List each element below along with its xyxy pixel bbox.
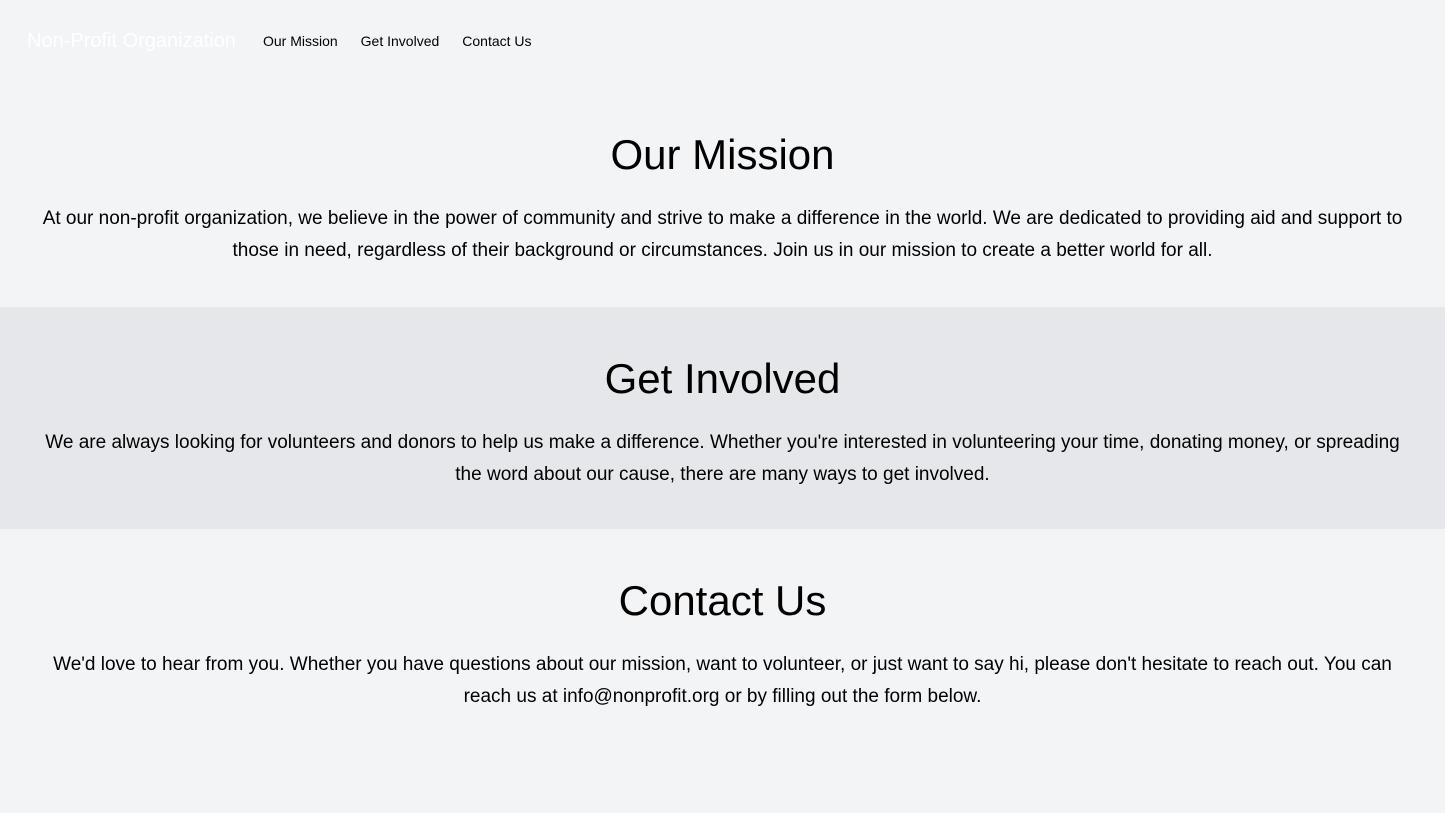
navbar (0, 0, 1445, 82)
mission-text: At our non-profit organization, we believe in the power of community and strive to make a difference in the world. We are dedicated to providing aid and support to those in need, regardless of their background or circumstances. Join us in our mission to create a better world for all. (42, 208, 1403, 261)
nav-link-get-involved[interactable]: Get Involved (360, 33, 440, 49)
get-involved-text: We are always looking for volunteers and donors to help us make a difference. Whether you're interested in volunteering your time, donating money, or spreading the word about our cause, there are many ways to get involved. (45, 432, 1400, 485)
get-involved-section (0, 307, 1445, 529)
brand-logo-text[interactable]: Non-Profit Organization (27, 29, 236, 52)
mission-section (0, 82, 1445, 307)
mission-title: Our Mission (610, 131, 835, 178)
contact-title: Contact Us (618, 577, 827, 624)
nav-links (263, 33, 555, 49)
nav-link-contact-us[interactable]: Contact Us (462, 33, 532, 49)
contact-section (0, 529, 1445, 813)
contact-text: We'd love to hear from you. Whether you have questions about our mission, want to volunteer, or just want to say hi, please don't hesitate to reach out. You can reach us at info@nonprofit.org or by filling out the form below. (53, 654, 1392, 707)
get-involved-title: Get Involved (604, 355, 841, 402)
nav-link-our-mission[interactable]: Our Mission (262, 33, 338, 49)
